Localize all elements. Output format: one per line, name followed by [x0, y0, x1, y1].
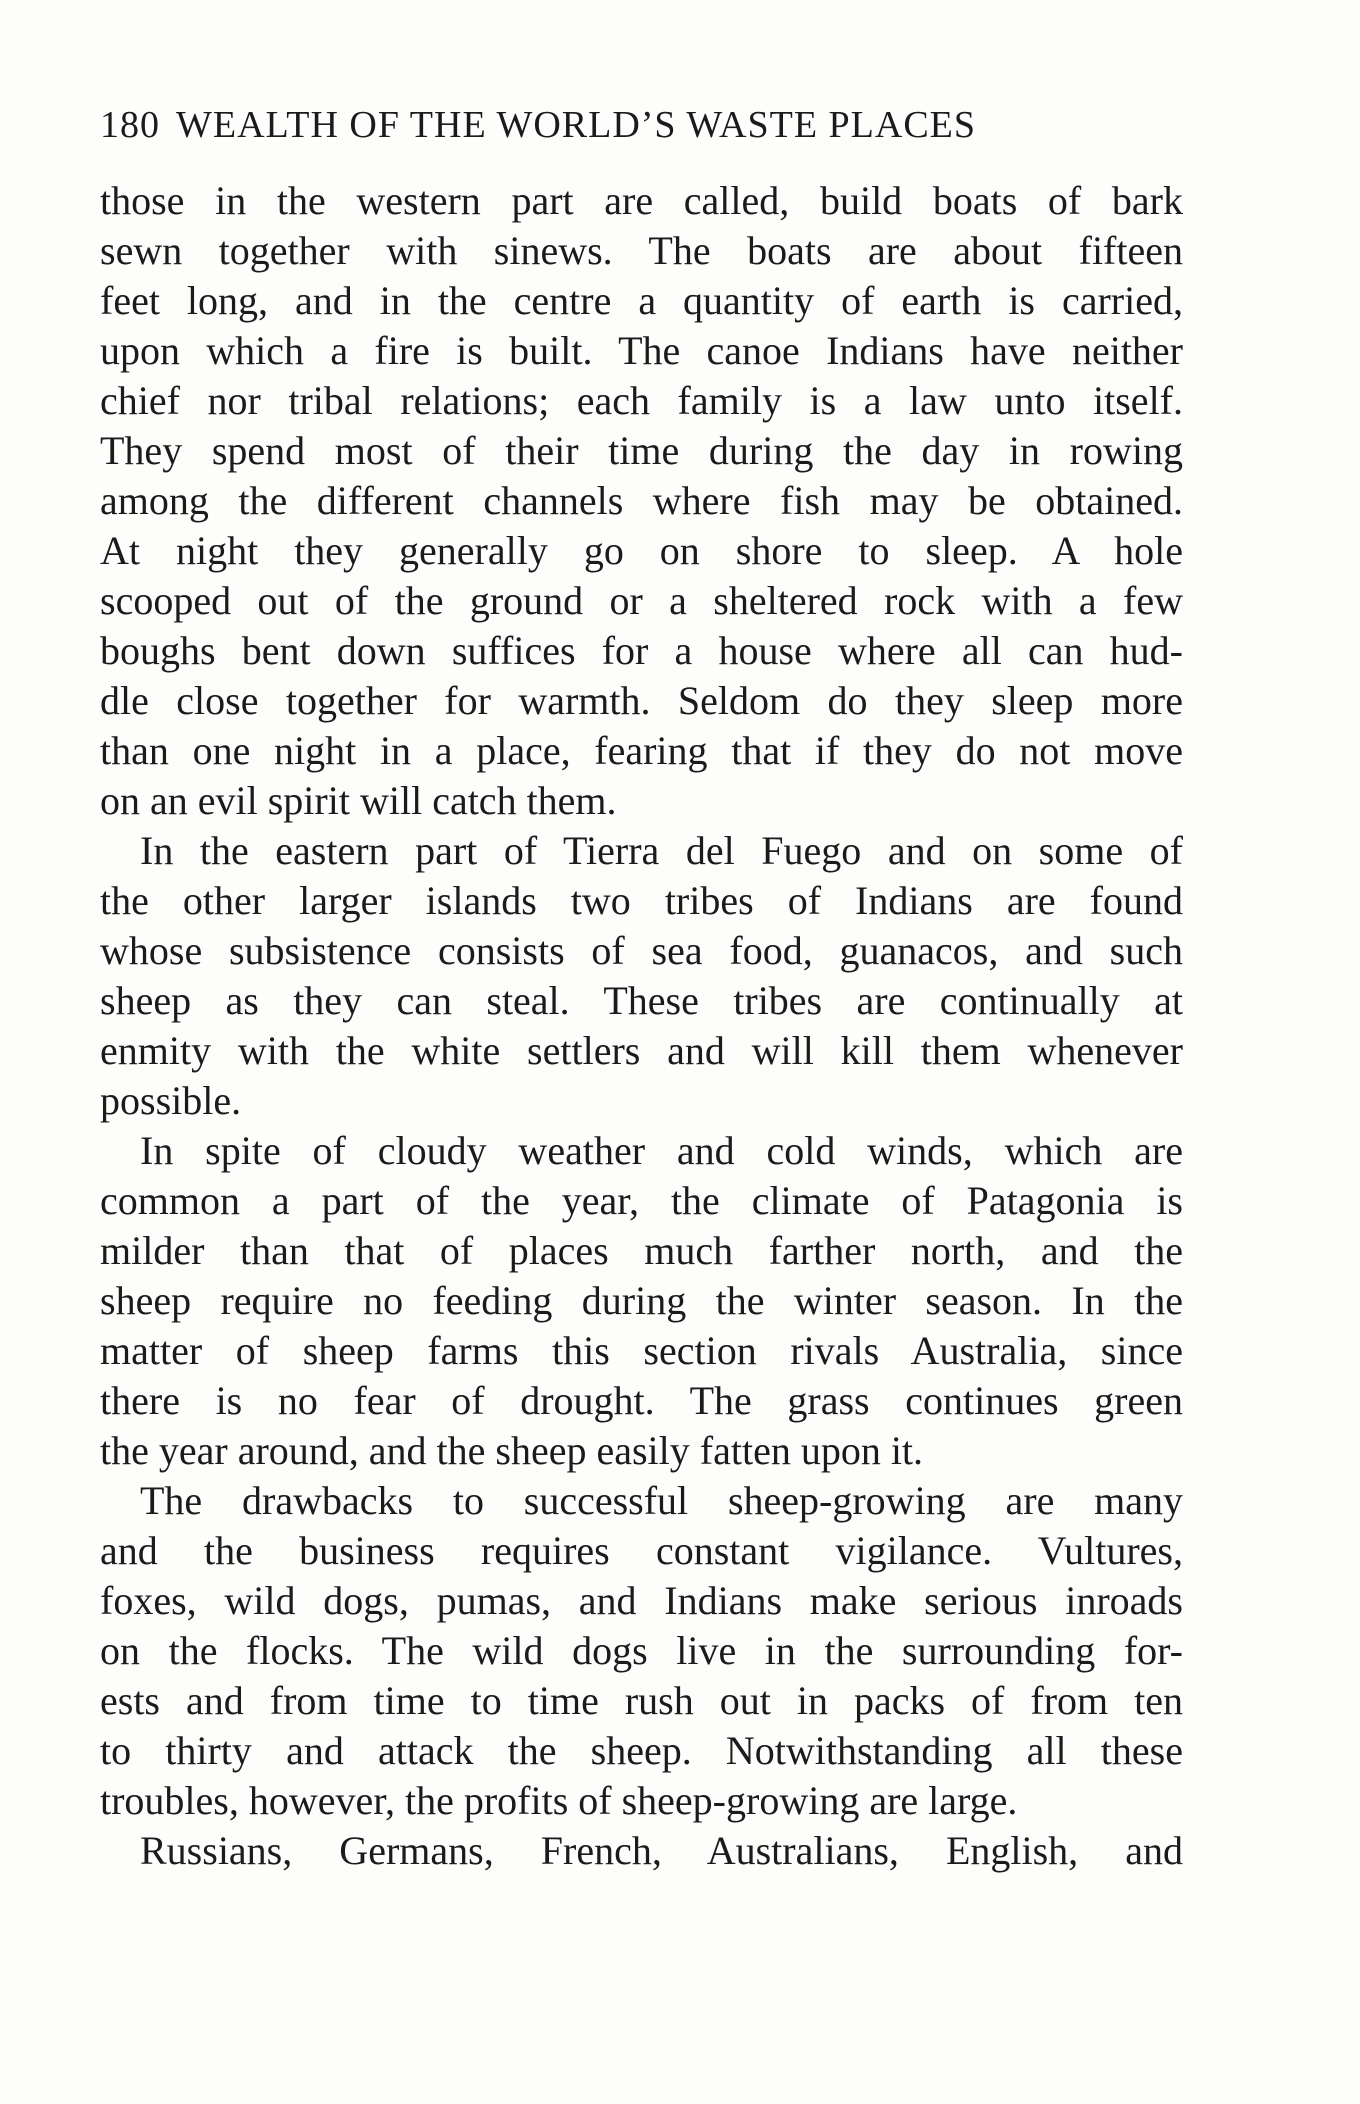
paragraph	[100, 1826, 1183, 1876]
text-line: sheep require no feeding during the winter season. In the	[100, 1278, 1183, 1323]
text-line: whose subsistence consists of sea food, guanacos, and such	[100, 928, 1183, 973]
text-line: foxes, wild dogs, pumas, and Indians make serious inroads	[100, 1578, 1183, 1623]
text-line: In the eastern part of Tierra del Fuego and on some of	[140, 828, 1183, 873]
text-line: chief nor tribal relations; each family is a law unto itself.	[100, 378, 1183, 423]
paragraph	[100, 176, 1183, 826]
running-title: WEALTH OF THE WORLD’S WASTE PLACES	[176, 104, 977, 146]
text-line: there is no fear of drought. The grass continues green	[100, 1378, 1183, 1423]
text-line: At night they generally go on shore to sleep. A hole	[100, 528, 1183, 573]
text-line: sheep as they can steal. These tribes are continually at	[100, 978, 1183, 1023]
text-line: Russians, Germans, French, Australians, English, and	[140, 1828, 1183, 1873]
text-line: the year around, and the sheep easily fatten upon it.	[100, 1428, 924, 1473]
text-line: those in the western part are called, build boats of bark	[100, 178, 1183, 223]
text-line: matter of sheep farms this section rivals Australia, since	[100, 1328, 1183, 1373]
text-line: The drawbacks to successful sheep-growing are many	[140, 1478, 1183, 1523]
text-line: among the different channels where fish may be obtained.	[100, 478, 1183, 523]
text-line: to thirty and attack the sheep. Notwithstanding all these	[100, 1728, 1183, 1773]
paragraph	[100, 1126, 1183, 1476]
text-line: possible.	[100, 1078, 242, 1123]
text-line: upon which a fire is built. The canoe Indians have neither	[100, 328, 1183, 373]
text-line: feet long, and in the centre a quantity of earth is carried,	[100, 278, 1183, 323]
text-line: troubles, however, the profits of sheep-growing are large.	[100, 1778, 1018, 1823]
text-line: sewn together with sinews. The boats are about fifteen	[100, 228, 1183, 273]
text-line: enmity with the white settlers and will kill them whenever	[100, 1028, 1183, 1073]
text-line: milder than that of places much farther north, and the	[100, 1228, 1183, 1273]
text-line: than one night in a place, fearing that if they do not move	[100, 728, 1183, 773]
text-line: boughs bent down suffices for a house where all can hud-	[100, 628, 1183, 673]
text-line: scooped out of the ground or a sheltered rock with a few	[100, 578, 1183, 623]
text-line: In spite of cloudy weather and cold winds, which are	[140, 1128, 1183, 1173]
paragraph	[100, 1476, 1183, 1826]
text-line: the other larger islands two tribes of Indians are found	[100, 878, 1183, 923]
body-text	[100, 176, 1183, 1876]
page-number: 180	[100, 104, 160, 146]
text-line: ests and from time to time rush out in packs of from ten	[100, 1678, 1183, 1723]
text-line: on an evil spirit will catch them.	[100, 778, 617, 823]
text-line: They spend most of their time during the day in rowing	[100, 428, 1183, 473]
running-head	[100, 100, 1190, 150]
text-line: on the flocks. The wild dogs live in the surrounding for-	[100, 1628, 1183, 1673]
paragraph	[100, 826, 1183, 1126]
text-line: dle close together for warmth. Seldom do they sleep more	[100, 678, 1183, 723]
text-line: common a part of the year, the climate of Patagonia is	[100, 1178, 1183, 1223]
text-line: and the business requires constant vigilance. Vultures,	[100, 1528, 1183, 1573]
